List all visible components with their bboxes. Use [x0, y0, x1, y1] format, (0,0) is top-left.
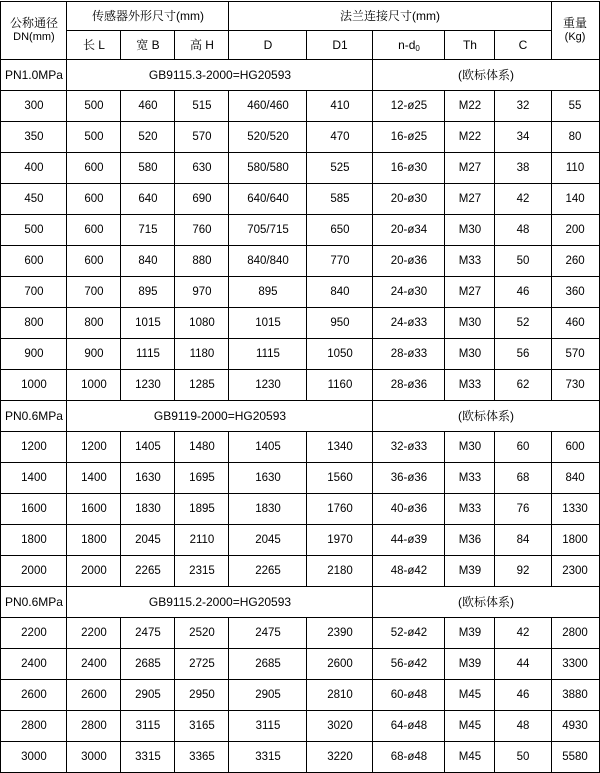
cell-dn: 1200 [1, 432, 67, 463]
cell-length: 500 [67, 122, 121, 153]
cell-n-d0: 36-ø36 [373, 463, 445, 494]
cell-dn: 400 [1, 153, 67, 184]
cell-length: 700 [67, 277, 121, 308]
header-height: 高 H [175, 31, 229, 60]
section-pressure: PN1.0MPa [1, 60, 67, 91]
cell-c: 32 [495, 91, 551, 122]
cell-height: 690 [175, 184, 229, 215]
header-dn-bottom: DN(mm) [13, 31, 55, 44]
cell-d: 895 [229, 277, 307, 308]
cell-d1: 1050 [307, 339, 373, 370]
header-weight-top: 重量 [563, 16, 588, 31]
cell-d: 3115 [229, 711, 307, 742]
cell-dn: 2600 [1, 680, 67, 711]
cell-length: 2800 [67, 711, 121, 742]
cell-height: 515 [175, 91, 229, 122]
cell-th: M33 [445, 494, 495, 525]
cell-dn: 1000 [1, 370, 67, 401]
header-th: Th [445, 31, 495, 60]
cell-height: 630 [175, 153, 229, 184]
cell-c: 38 [495, 153, 551, 184]
cell-width: 3115 [121, 711, 175, 742]
table-row [1, 618, 599, 649]
table-row [1, 246, 599, 277]
cell-th: M30 [445, 432, 495, 463]
table-row [1, 494, 599, 525]
cell-length: 600 [67, 215, 121, 246]
cell-n-d0: 24-ø33 [373, 308, 445, 339]
cell-th: M45 [445, 742, 495, 773]
table-row [1, 184, 599, 215]
table-row [1, 432, 599, 463]
spec-sheet [0, 1, 600, 763]
cell-d1: 1160 [307, 370, 373, 401]
specification-table [0, 1, 599, 773]
cell-weight: 730 [551, 370, 599, 401]
cell-d: 580/580 [229, 153, 307, 184]
table-row [1, 215, 599, 246]
header-weight-bottom: (Kg) [564, 31, 586, 44]
cell-c: 92 [495, 556, 551, 587]
cell-c: 68 [495, 463, 551, 494]
cell-length: 1800 [67, 525, 121, 556]
cell-n-d0: 60-ø48 [373, 680, 445, 711]
table-row [1, 680, 599, 711]
cell-width: 895 [121, 277, 175, 308]
cell-d: 1405 [229, 432, 307, 463]
cell-d: 1015 [229, 308, 307, 339]
cell-dn: 900 [1, 339, 67, 370]
cell-dn: 1600 [1, 494, 67, 525]
section-note: (欧标体系) [373, 587, 599, 618]
cell-d: 520/520 [229, 122, 307, 153]
cell-width: 2905 [121, 680, 175, 711]
cell-d: 3315 [229, 742, 307, 773]
cell-weight: 840 [551, 463, 599, 494]
cell-width: 840 [121, 246, 175, 277]
cell-th: M39 [445, 556, 495, 587]
cell-n-d0: 28-ø33 [373, 339, 445, 370]
cell-dn: 1400 [1, 463, 67, 494]
cell-weight: 460 [551, 308, 599, 339]
cell-d1: 3220 [307, 742, 373, 773]
cell-weight: 2300 [551, 556, 599, 587]
cell-width: 1230 [121, 370, 175, 401]
cell-length: 2200 [67, 618, 121, 649]
cell-d1: 525 [307, 153, 373, 184]
cell-n-d0: 68-ø48 [373, 742, 445, 773]
cell-length: 600 [67, 153, 121, 184]
cell-weight: 55 [551, 91, 599, 122]
table-row [1, 308, 599, 339]
cell-weight: 1800 [551, 525, 599, 556]
cell-c: 50 [495, 246, 551, 277]
cell-th: M33 [445, 370, 495, 401]
cell-dn: 800 [1, 308, 67, 339]
cell-weight: 3300 [551, 649, 599, 680]
cell-width: 580 [121, 153, 175, 184]
cell-length: 2400 [67, 649, 121, 680]
cell-d1: 770 [307, 246, 373, 277]
cell-width: 640 [121, 184, 175, 215]
cell-d: 640/640 [229, 184, 307, 215]
cell-c: 44 [495, 649, 551, 680]
cell-th: M30 [445, 308, 495, 339]
cell-weight: 200 [551, 215, 599, 246]
cell-c: 60 [495, 432, 551, 463]
header-group-sensor: 传感器外形尺寸(mm) [67, 2, 229, 31]
cell-weight: 360 [551, 277, 599, 308]
cell-height: 880 [175, 246, 229, 277]
cell-d1: 1560 [307, 463, 373, 494]
header-d: D [229, 31, 307, 60]
cell-c: 50 [495, 742, 551, 773]
cell-height: 1080 [175, 308, 229, 339]
cell-th: M36 [445, 525, 495, 556]
cell-n-d0: 12-ø25 [373, 91, 445, 122]
cell-d: 1630 [229, 463, 307, 494]
cell-weight: 2800 [551, 618, 599, 649]
cell-weight: 80 [551, 122, 599, 153]
cell-n-d0: 28-ø36 [373, 370, 445, 401]
cell-d: 2265 [229, 556, 307, 587]
cell-c: 48 [495, 215, 551, 246]
cell-weight: 140 [551, 184, 599, 215]
cell-dn: 2000 [1, 556, 67, 587]
section-header-row [1, 401, 599, 432]
cell-d1: 470 [307, 122, 373, 153]
cell-d1: 840 [307, 277, 373, 308]
cell-th: M30 [445, 215, 495, 246]
table-row [1, 153, 599, 184]
cell-n-d0: 52-ø42 [373, 618, 445, 649]
header-dn-top: 公称通径 [9, 16, 58, 31]
cell-width: 1015 [121, 308, 175, 339]
header-d1: D1 [307, 31, 373, 60]
table-row [1, 525, 599, 556]
cell-d: 2045 [229, 525, 307, 556]
cell-c: 34 [495, 122, 551, 153]
cell-height: 3365 [175, 742, 229, 773]
cell-width: 460 [121, 91, 175, 122]
cell-height: 2950 [175, 680, 229, 711]
header-n-d0: $n-d_0$ [373, 31, 445, 60]
cell-d: 840/840 [229, 246, 307, 277]
cell-d1: 950 [307, 308, 373, 339]
cell-d1: 1760 [307, 494, 373, 525]
cell-width: 1405 [121, 432, 175, 463]
section-header-row [1, 587, 599, 618]
cell-width: 2265 [121, 556, 175, 587]
cell-height: 760 [175, 215, 229, 246]
cell-c: 84 [495, 525, 551, 556]
cell-dn: 2400 [1, 649, 67, 680]
cell-height: 3165 [175, 711, 229, 742]
cell-d1: 410 [307, 91, 373, 122]
section-pressure: PN0.6MPa [1, 587, 67, 618]
cell-d: 2905 [229, 680, 307, 711]
cell-n-d0: 56-ø42 [373, 649, 445, 680]
cell-n-d0: 16-ø25 [373, 122, 445, 153]
cell-weight: 5580 [551, 742, 599, 773]
cell-length: 800 [67, 308, 121, 339]
table-body [1, 2, 599, 773]
cell-width: 3315 [121, 742, 175, 773]
cell-n-d0: 64-ø48 [373, 711, 445, 742]
header-length: 长 L [67, 31, 121, 60]
cell-n-d0: 24-ø30 [373, 277, 445, 308]
cell-n-d0: 32-ø33 [373, 432, 445, 463]
table-row [1, 649, 599, 680]
cell-th: M22 [445, 91, 495, 122]
cell-n-d0: 20-ø34 [373, 215, 445, 246]
cell-th: M45 [445, 711, 495, 742]
cell-d1: 2600 [307, 649, 373, 680]
cell-c: 46 [495, 680, 551, 711]
table-row [1, 742, 599, 773]
cell-dn: 700 [1, 277, 67, 308]
table-row [1, 277, 599, 308]
cell-dn: 500 [1, 215, 67, 246]
cell-dn: 3000 [1, 742, 67, 773]
cell-c: 48 [495, 711, 551, 742]
cell-length: 600 [67, 246, 121, 277]
section-standard: GB9119-2000=HG20593 [67, 401, 373, 432]
cell-n-d0: 20-ø36 [373, 246, 445, 277]
cell-length: 600 [67, 184, 121, 215]
cell-width: 2475 [121, 618, 175, 649]
table-row [1, 711, 599, 742]
cell-c: 42 [495, 184, 551, 215]
cell-d: 1230 [229, 370, 307, 401]
table-row [1, 370, 599, 401]
cell-d1: 2180 [307, 556, 373, 587]
header-c: C [495, 31, 551, 60]
cell-width: 715 [121, 215, 175, 246]
cell-height: 1895 [175, 494, 229, 525]
cell-c: 56 [495, 339, 551, 370]
cell-weight: 4930 [551, 711, 599, 742]
cell-length: 2600 [67, 680, 121, 711]
cell-th: M27 [445, 277, 495, 308]
section-standard: GB9115.2-2000=HG20593 [67, 587, 373, 618]
cell-weight: 3880 [551, 680, 599, 711]
cell-d1: 2810 [307, 680, 373, 711]
section-note: (欧标体系) [373, 60, 599, 91]
cell-th: M30 [445, 339, 495, 370]
cell-length: 500 [67, 91, 121, 122]
section-pressure: PN0.6MPa [1, 401, 67, 432]
section-standard: GB9115.3-2000=HG20593 [67, 60, 373, 91]
section-note: (欧标体系) [373, 401, 599, 432]
cell-c: 42 [495, 618, 551, 649]
table-header-row-2 [1, 31, 599, 60]
cell-th: M22 [445, 122, 495, 153]
cell-dn: 2200 [1, 618, 67, 649]
cell-weight: 570 [551, 339, 599, 370]
cell-weight: 600 [551, 432, 599, 463]
cell-length: 3000 [67, 742, 121, 773]
cell-d: 460/460 [229, 91, 307, 122]
cell-height: 2110 [175, 525, 229, 556]
section-header-row [1, 60, 599, 91]
cell-d: 1115 [229, 339, 307, 370]
cell-th: M27 [445, 184, 495, 215]
cell-dn: 450 [1, 184, 67, 215]
cell-height: 2520 [175, 618, 229, 649]
cell-d1: 585 [307, 184, 373, 215]
table-row [1, 339, 599, 370]
table-row [1, 556, 599, 587]
cell-n-d0: 20-ø30 [373, 184, 445, 215]
cell-weight: 1330 [551, 494, 599, 525]
cell-c: 62 [495, 370, 551, 401]
cell-n-d0: 48-ø42 [373, 556, 445, 587]
cell-dn: 350 [1, 122, 67, 153]
cell-weight: 110 [551, 153, 599, 184]
cell-dn: 1800 [1, 525, 67, 556]
cell-d: 705/715 [229, 215, 307, 246]
cell-n-d0: 40-ø36 [373, 494, 445, 525]
cell-width: 2685 [121, 649, 175, 680]
table-row [1, 122, 599, 153]
cell-d1: 3020 [307, 711, 373, 742]
cell-height: 970 [175, 277, 229, 308]
header-dn [1, 2, 67, 60]
header-weight [551, 2, 599, 60]
cell-height: 1695 [175, 463, 229, 494]
cell-length: 2000 [67, 556, 121, 587]
cell-length: 1200 [67, 432, 121, 463]
cell-th: M27 [445, 153, 495, 184]
cell-dn: 600 [1, 246, 67, 277]
cell-width: 1630 [121, 463, 175, 494]
cell-height: 2315 [175, 556, 229, 587]
cell-width: 2045 [121, 525, 175, 556]
cell-width: 1830 [121, 494, 175, 525]
table-row [1, 91, 599, 122]
table-header-row-1 [1, 2, 599, 31]
cell-c: 52 [495, 308, 551, 339]
cell-length: 1600 [67, 494, 121, 525]
cell-length: 1000 [67, 370, 121, 401]
cell-n-d0: 16-ø30 [373, 153, 445, 184]
cell-d1: 650 [307, 215, 373, 246]
cell-length: 900 [67, 339, 121, 370]
cell-c: 76 [495, 494, 551, 525]
header-group-flange: 法兰连接尺寸(mm) [229, 2, 551, 31]
cell-th: M45 [445, 680, 495, 711]
cell-dn: 300 [1, 91, 67, 122]
cell-width: 1115 [121, 339, 175, 370]
cell-th: M33 [445, 463, 495, 494]
cell-d: 2685 [229, 649, 307, 680]
cell-c: 46 [495, 277, 551, 308]
cell-dn: 2800 [1, 711, 67, 742]
cell-height: 2725 [175, 649, 229, 680]
table-row [1, 463, 599, 494]
header-width: 宽 B [121, 31, 175, 60]
cell-d1: 2390 [307, 618, 373, 649]
cell-weight: 260 [551, 246, 599, 277]
cell-width: 520 [121, 122, 175, 153]
cell-d1: 1340 [307, 432, 373, 463]
cell-th: M33 [445, 246, 495, 277]
cell-length: 1400 [67, 463, 121, 494]
cell-height: 1285 [175, 370, 229, 401]
cell-height: 1480 [175, 432, 229, 463]
cell-n-d0: 44-ø39 [373, 525, 445, 556]
cell-d: 1830 [229, 494, 307, 525]
cell-th: M39 [445, 649, 495, 680]
cell-height: 1180 [175, 339, 229, 370]
cell-height: 570 [175, 122, 229, 153]
cell-d1: 1970 [307, 525, 373, 556]
cell-d: 2475 [229, 618, 307, 649]
cell-th: M39 [445, 618, 495, 649]
